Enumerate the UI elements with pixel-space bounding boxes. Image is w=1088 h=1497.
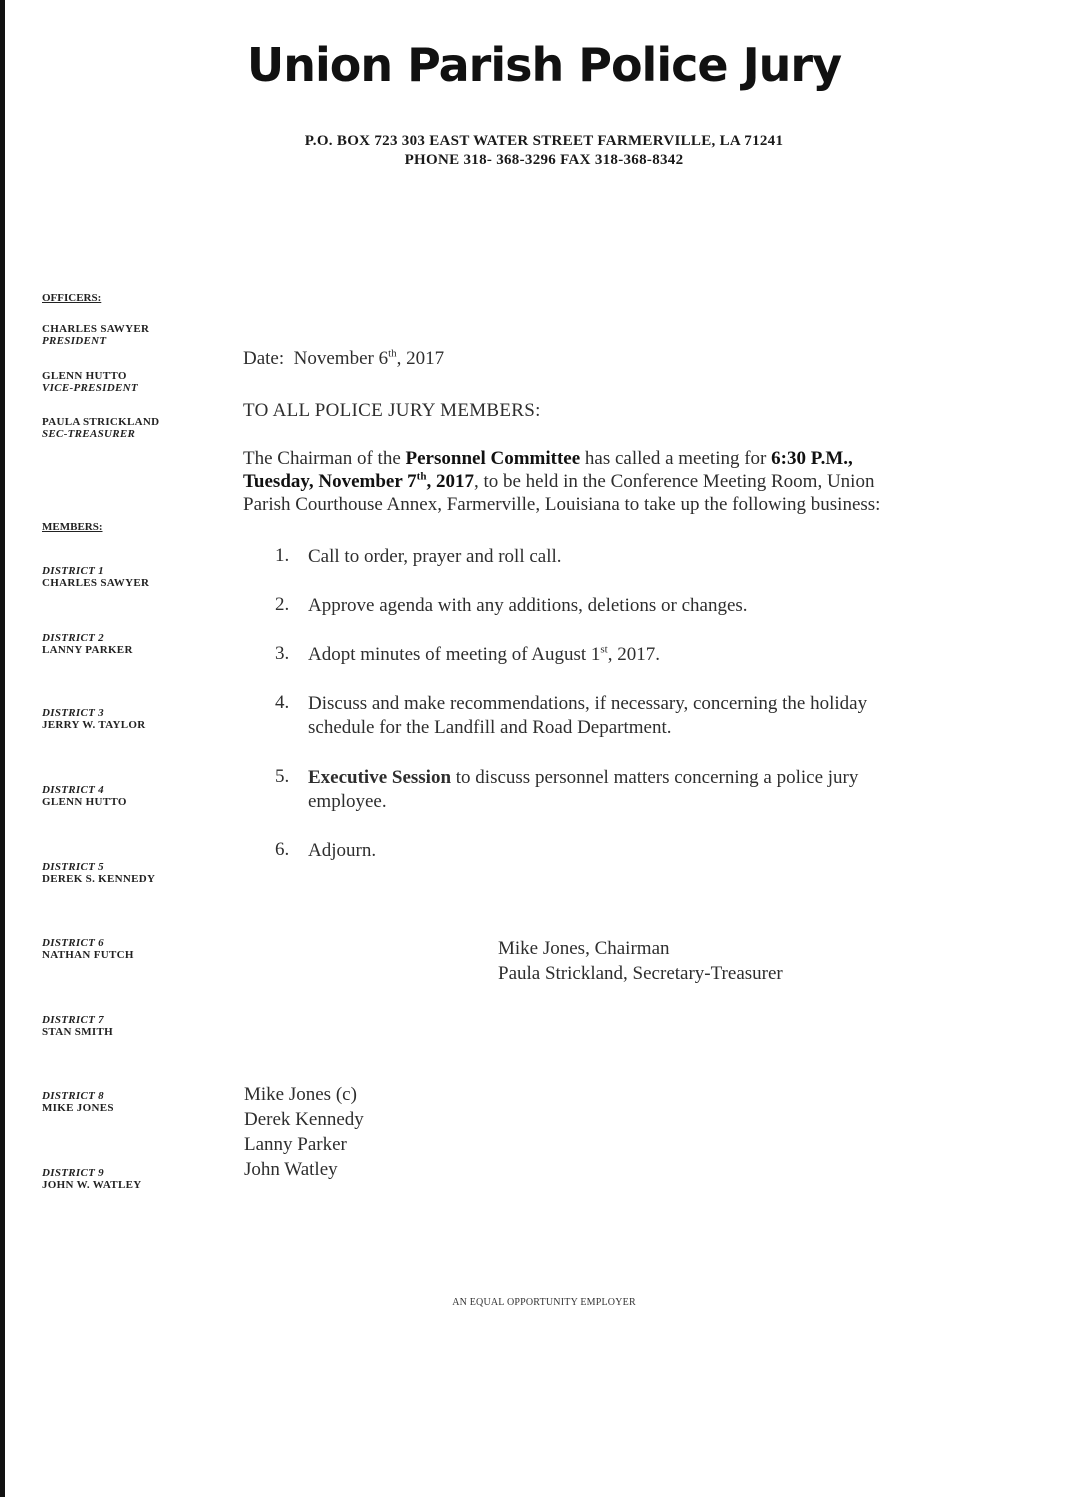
member-entry <box>42 707 212 731</box>
agenda-item-number: 1. <box>275 545 290 566</box>
member-district: DISTRICT 3 <box>42 707 104 719</box>
committee-member: Mike Jones (c) <box>244 1084 357 1105</box>
agenda-item-number: 6. <box>275 839 290 860</box>
date-label: Date: <box>243 348 285 369</box>
member-district: DISTRICT 9 <box>42 1167 104 1179</box>
intro-text: has called a meeting for <box>580 448 772 469</box>
signature-chairman: Mike Jones, Chairman <box>498 938 670 959</box>
member-name: CHARLES SAWYER <box>42 577 150 589</box>
member-name: JERRY W. TAYLOR <box>42 719 146 731</box>
member-entry <box>42 1090 212 1114</box>
member-district: DISTRICT 6 <box>42 937 104 949</box>
date-value: November 6 <box>293 348 389 369</box>
officer-entry <box>42 416 212 440</box>
agenda-item-text: Adjourn. <box>308 840 377 861</box>
agenda-item-number: 3. <box>275 643 290 664</box>
member-name: NATHAN FUTCH <box>42 949 134 961</box>
signature-block <box>498 936 783 986</box>
member-name: JOHN W. WATLEY <box>42 1179 142 1191</box>
member-name: LANNY PARKER <box>42 644 133 656</box>
member-district: DISTRICT 4 <box>42 784 104 796</box>
member-entry <box>42 784 212 808</box>
memo-intro <box>243 447 983 516</box>
agenda-item-number: 2. <box>275 594 290 615</box>
member-entry <box>42 1014 212 1038</box>
intro-text: , to be held in the Conference Meeting Room, Union <box>473 471 875 492</box>
officer-role: PRESIDENT <box>42 335 107 347</box>
intro-text: The Chairman of the <box>243 448 406 469</box>
officer-entry <box>42 370 212 394</box>
member-district: DISTRICT 7 <box>42 1014 104 1026</box>
letterhead-title: Union Parish Police Jury <box>246 38 842 92</box>
member-entry <box>42 937 212 961</box>
letterhead-phone: PHONE 318- 368-3296 FAX 318-368-8342 <box>404 152 684 168</box>
agenda-item-text: Discuss and make recommendations, if necessary, concerning the holiday schedule for the Landfill and Road Department. <box>308 693 868 738</box>
meeting-day: Tuesday, November 7th, 2017 <box>243 470 474 492</box>
officer-name: CHARLES SAWYER <box>42 323 150 335</box>
agenda-item-number: 4. <box>275 692 290 713</box>
meeting-time: 6:30 P.M., <box>771 448 853 469</box>
member-district: DISTRICT 8 <box>42 1090 104 1102</box>
committee-member: John Watley <box>244 1159 338 1180</box>
agenda-item-number: 5. <box>275 766 290 787</box>
footer-eoe: AN EQUAL OPPORTUNITY EMPLOYER <box>452 1297 636 1308</box>
officer-entry <box>42 323 212 347</box>
agenda-item-text: Approve agenda with any additions, deletions or changes. <box>308 595 748 616</box>
member-name: DEREK S. KENNEDY <box>42 873 156 885</box>
members-heading: MEMBERS: <box>42 521 103 533</box>
scan-edge <box>0 0 5 1497</box>
committee-members-list <box>244 1082 364 1182</box>
executive-session-label: Executive Session <box>308 767 452 788</box>
member-district: DISTRICT 2 <box>42 632 104 644</box>
member-district: DISTRICT 1 <box>42 565 104 577</box>
officer-role: SEC-TREASURER <box>42 428 136 440</box>
member-district: DISTRICT 5 <box>42 861 104 873</box>
date-year: , 2017 <box>396 348 445 369</box>
agenda-item-text: Call to order, prayer and roll call. <box>308 546 562 567</box>
member-entry <box>42 565 212 589</box>
officers-heading: OFFICERS: <box>42 292 102 304</box>
member-name: GLENN HUTTO <box>42 796 127 808</box>
letterhead-address: P.O. BOX 723 303 EAST WATER STREET FARMERVILLE, LA 71241 <box>304 133 784 149</box>
officer-role: VICE-PRESIDENT <box>42 382 138 394</box>
signature-secretary: Paula Strickland, Secretary-Treasurer <box>498 963 783 984</box>
intro-text: Parish Courthouse Annex, Farmerville, Louisiana to take up the following business: <box>243 494 881 515</box>
member-entry <box>42 632 212 656</box>
member-name: MIKE JONES <box>42 1102 114 1114</box>
officer-name: PAULA STRICKLAND <box>42 416 160 428</box>
committee-name: Personnel Committee <box>405 448 581 469</box>
memo-salutation: TO ALL POLICE JURY MEMBERS: <box>243 400 541 421</box>
committee-member: Derek Kennedy <box>244 1109 364 1130</box>
date-suffix: th <box>388 347 397 360</box>
member-entry <box>42 861 212 885</box>
agenda-item-text: Adopt minutes of meeting of August 1st, 2017. <box>308 643 660 665</box>
memo-date <box>243 347 444 370</box>
member-entry <box>42 1167 212 1191</box>
officer-name: GLENN HUTTO <box>42 370 127 382</box>
committee-member: Lanny Parker <box>244 1134 347 1155</box>
agenda-item-text: Executive Session to discuss personnel matters concerning a police jury employee. <box>308 767 859 812</box>
member-name: STAN SMITH <box>42 1026 113 1038</box>
